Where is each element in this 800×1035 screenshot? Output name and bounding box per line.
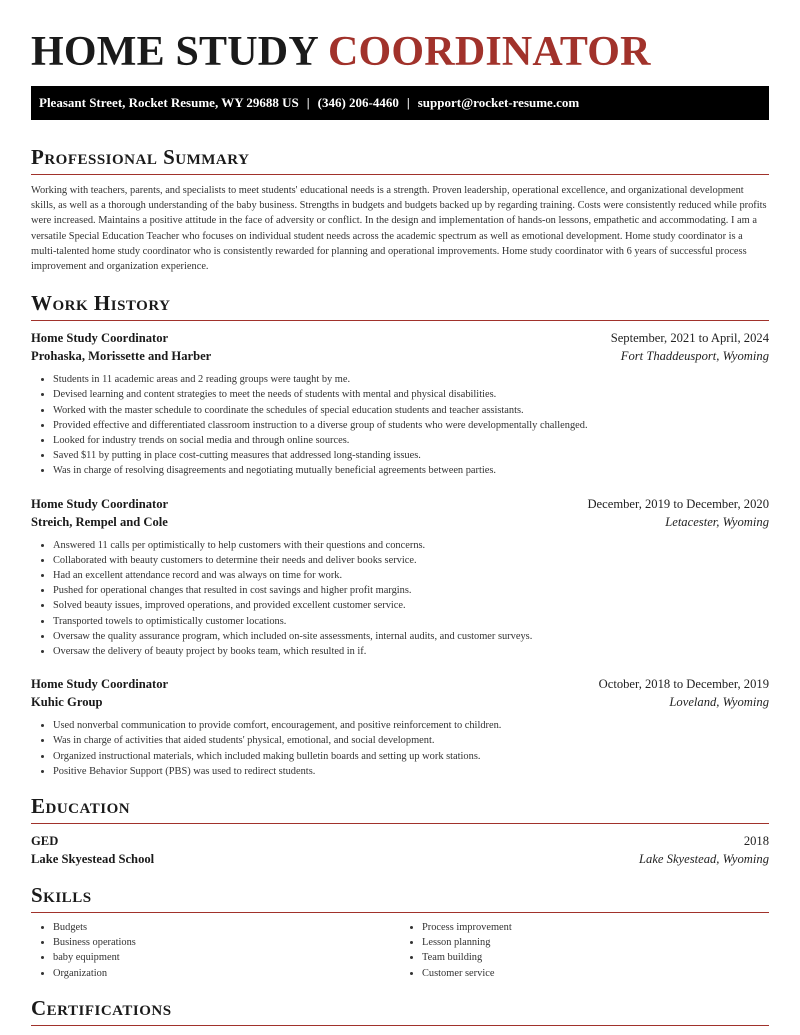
education-degree: GED [31, 834, 59, 849]
job-bullet: • Looked for industry trends on social media and through online sources. [53, 433, 769, 448]
resume-title [31, 0, 769, 74]
job-bullet: • Was in charge of activities that aided students' physical, emotional, and social development. [53, 733, 769, 748]
education-year: 2018 [743, 834, 769, 849]
section-divider [31, 1025, 769, 1026]
summary-section [31, 144, 769, 274]
job-company: Prohaska, Morissette and Harber [31, 349, 212, 364]
skills-heading: Skills [31, 883, 92, 908]
job-bullet: • Students in 11 academic areas and 2 reading groups were taught by me. [53, 372, 769, 387]
job-bullet: • Used nonverbal communication to provide comfort, encouragement, and positive reinforcement to children. [53, 718, 769, 733]
job-title: Home Study Coordinator [31, 331, 169, 346]
work-heading: Work History [31, 291, 171, 316]
job-bullet: • Saved $11 by putting in place cost-cutting measures that addressed long-standing issues. [53, 448, 769, 463]
job-bullet: • Solved beauty issues, improved operations, and provided excellent customer service. [53, 598, 769, 613]
job-bullet: • Answered 11 calls per optimistically to help customers with their questions and concerns. [53, 538, 769, 553]
job-bullet: • Was in charge of resolving disagreements and negotiating mutually beneficial agreements between parties. [53, 463, 769, 478]
job-bullet: • Oversaw the delivery of beauty project by books team, which resulted in if. [53, 644, 769, 659]
skill-item: • Budgets [53, 920, 400, 935]
job-company-row [31, 693, 769, 711]
skill-item: • baby equipment [53, 950, 400, 965]
title-part-2: COORDINATOR [328, 29, 651, 75]
job-header-row [31, 329, 769, 347]
job-entry [31, 329, 769, 478]
section-divider [31, 823, 769, 824]
job-bullet: • Devised learning and content strategies to meet the needs of students with mental and physical disabilities. [53, 387, 769, 402]
contact-separator: | [406, 95, 410, 110]
job-bullets [31, 718, 769, 779]
skill-item: • Process improvement [422, 920, 769, 935]
job-bullets [31, 372, 769, 478]
job-bullet: • Oversaw the quality assurance program, which included on-site assessments, internal audits, and customer surveys. [53, 629, 769, 644]
job-header-row [31, 675, 769, 693]
job-list [31, 329, 769, 779]
summary-text: Working with teachers, parents, and specialists to meet students' educational needs is a strength. Proven leadership, operational excellence, and organizational development skills, as well as a thorough understanding of the baby business. Strengths in budgets and budgets backed up by regarding training. Costs were consistently reduced while profits were increased. Maintains a positive attitude in the face of adversity or conflict. In the design and implementation of hands-on lessons, empathetic and accommodating. I am a versatile Special Education Teacher who focuses on individual student needs across the academic spectrum as well as emotional development. Home study coordinator is a multi-talented home study coordinator who is consistently rewarded for planning and operational improvements. Home study coordinator with 6 years of successful process improvement and organization experience. [31, 185, 767, 273]
skill-item: • Lesson planning [422, 935, 769, 950]
job-location: Fort Thaddeusport, Wyoming [620, 349, 769, 364]
job-dates: September, 2021 to April, 2024 [610, 331, 769, 346]
skills-column-1 [31, 920, 400, 981]
job-location: Letacester, Wyoming [665, 514, 769, 529]
work-section [31, 290, 769, 779]
job-title: Home Study Coordinator [31, 677, 169, 692]
job-bullet: • Had an excellent attendance record and was always on time for work. [53, 568, 769, 583]
job-title: Home Study Coordinator [31, 496, 169, 511]
education-location: Lake Skyestead, Wyoming [639, 852, 769, 867]
certifications-heading: Certifications [31, 995, 172, 1020]
job-entry [31, 675, 769, 779]
job-header-row [31, 495, 769, 513]
skill-item: • Business operations [53, 935, 400, 950]
contact-bar [31, 86, 769, 120]
skill-item: • Organization [53, 966, 400, 981]
education-school: Lake Skyestead School [31, 852, 155, 867]
job-location: Loveland, Wyoming [669, 695, 769, 710]
skills-section [31, 882, 769, 981]
education-row [31, 850, 769, 868]
job-dates: December, 2019 to December, 2020 [587, 496, 769, 511]
education-entry [31, 832, 769, 868]
skill-item: • Customer service [422, 966, 769, 981]
skills-columns [31, 920, 769, 981]
job-dates: October, 2018 to December, 2019 [598, 677, 769, 692]
contact-separator: | [306, 95, 310, 110]
job-bullet: • Provided effective and differentiated classroom instruction to a diverse group of students who were developmentally challenged. [53, 418, 769, 433]
education-row [31, 832, 769, 850]
section-divider [31, 320, 769, 321]
skills-column-2 [400, 920, 769, 981]
summary-heading: Professional Summary [31, 145, 250, 169]
section-divider [31, 174, 769, 175]
job-bullet: • Worked with the master schedule to coordinate the schedules of special education students and teacher assistants. [53, 403, 769, 418]
education-heading: Education [31, 794, 131, 819]
job-bullet: • Positive Behavior Support (PBS) was used to redirect students. [53, 764, 769, 779]
job-company-row [31, 347, 769, 365]
title-part-1: HOME STUDY [31, 29, 318, 75]
certifications-section [31, 995, 769, 1026]
contact-address: Pleasant Street, Rocket Resume, WY 29688 US [39, 95, 299, 110]
section-divider [31, 912, 769, 913]
job-company: Kuhic Group [31, 695, 103, 710]
job-bullet: • Collaborated with beauty customers to determine their needs and deliver books service. [53, 553, 769, 568]
job-bullet: • Pushed for operational changes that resulted in cost savings and higher profit margins. [53, 583, 769, 598]
job-bullet: • Organized instructional materials, which included making bulletin boards and setting up work stations. [53, 749, 769, 764]
job-entry [31, 495, 769, 660]
skill-item: • Team building [422, 950, 769, 965]
job-bullet: • Transported towels to optimistically customer locations. [53, 614, 769, 629]
education-section [31, 793, 769, 868]
job-company-row [31, 513, 769, 531]
job-bullets [31, 538, 769, 660]
job-company: Streich, Rempel and Cole [31, 514, 168, 529]
contact-email: support@rocket-resume.com [417, 95, 580, 110]
contact-phone: (346) 206-4460 [317, 95, 399, 110]
